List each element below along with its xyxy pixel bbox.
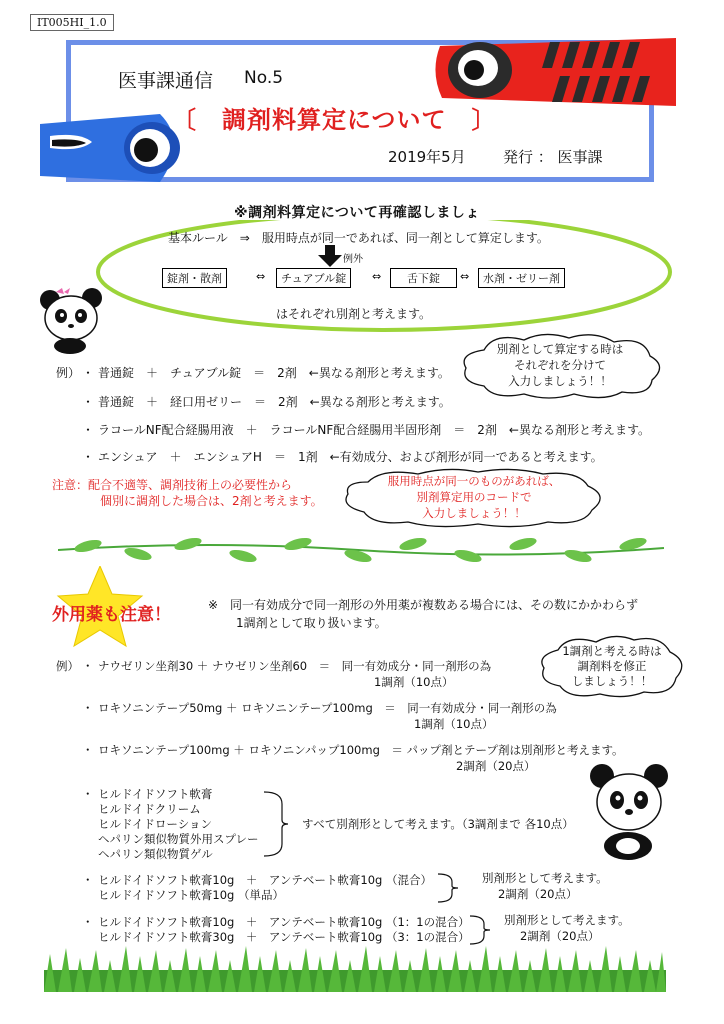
bullet: ・ (82, 659, 94, 673)
form-box-tablet: 錠剤・散剤 (162, 268, 227, 288)
result-note: 別剤形として考えます。 (482, 871, 608, 885)
example-row: エンシュア ＋ エンシュアH ＝ 1剤 ←有効成分、および剤形が同一であると考えます。 (98, 450, 603, 464)
cloud-line: 入力しましょう！！ (508, 374, 612, 388)
external-example-line: ロキソニンテープ50mg ＋ ロキソニンテープ100mg ＝ 同一有効成分・同一剤形の為 (98, 701, 557, 715)
caution-line: 個別に調剤した場合は、2剤と考えます。 (100, 494, 323, 508)
cloud-line: 別剤算定用のコードで (416, 490, 532, 504)
bullet: ・ (82, 787, 94, 801)
document-id: IT005HI_1.0 (30, 14, 114, 31)
list-note: すべて別剤形として考えます。（3調剤まで 各10点） (302, 817, 574, 831)
example-prefix: 例） (56, 659, 79, 673)
bullet: ・ (82, 873, 94, 887)
bullet: ・ (82, 915, 94, 929)
example-prefix: 例） (56, 366, 81, 380)
caution-line: 注意：配合不適等、調剤技術上の必要性から (52, 478, 293, 492)
bullet: ・ (82, 701, 94, 715)
bullet: ・ (82, 366, 95, 380)
external-example-result: 2調剤（20点） (456, 759, 536, 773)
down-arrow-icon (318, 245, 342, 267)
bracket (470, 914, 494, 946)
panda-illustration-icon (588, 762, 672, 860)
bullet: ・ (82, 395, 95, 409)
newsletter-number: No.5 (244, 68, 284, 88)
panda-illustration-icon (36, 286, 108, 356)
equivalence-arrow: ⇔ (460, 270, 470, 283)
list-item: ヒルドイドクリーム (98, 802, 201, 816)
mixture-line: ヒルドイドソフト軟膏10g ＋ アンテベート軟膏10g （1：1の混合） (98, 915, 470, 929)
cloud-line: 入力しましょう！！ (422, 506, 526, 520)
external-note-line: ※ 同一有効成分で同一剤形の外用薬が複数ある場合には、その数にかかわらず (208, 598, 639, 612)
example-row: 普通錠 ＋ 経口用ゼリー ＝ 2剤 ←異なる剤形と考えます。 (98, 395, 451, 409)
external-example-line: ロキソニンテープ100mg ＋ ロキソニンパップ100mg ＝ パップ剤とテープ剤は別剤形と考えます。 (98, 743, 624, 757)
newsletter-title: 医事課通信 (118, 70, 214, 92)
bullet: ・ (82, 423, 95, 437)
bullet: ・ (82, 743, 94, 757)
example-row: 普通錠 ＋ チュアブル錠 ＝ 2剤 ←異なる剤形と考えます。 (98, 366, 450, 380)
cloud-line: 調剤料を修正 (577, 659, 647, 673)
mixture-line: ヒルドイドソフト軟膏30g ＋ アンテベート軟膏10g （3：1の混合） (98, 930, 470, 944)
cloud-line: 別剤として算定する時は (496, 342, 624, 356)
equivalence-arrow: ⇔ (372, 270, 382, 283)
issue-date: 2019年5月 (388, 148, 466, 166)
result-note: 別剤形として考えます。 (504, 913, 630, 927)
cloud-line: しましょう！！ (571, 674, 653, 688)
recheck-title: ※調剤料算定について再確認しましょ (234, 205, 480, 221)
external-example-result: 1調剤（10点） (374, 675, 454, 689)
blue-koinobori-icon (40, 112, 190, 186)
list-item: ヒルドイドローション (98, 817, 212, 831)
grass-footer (44, 944, 666, 992)
vine-divider (58, 532, 664, 566)
form-box-chewable: チュアブル錠 (276, 268, 351, 288)
external-example-result: 1調剤（10点） (414, 717, 494, 731)
external-note-line: 1調剤として取り扱います。 (236, 616, 387, 630)
result-points: 2調剤（20点） (498, 887, 578, 901)
result-points: 2調剤（20点） (520, 929, 600, 943)
separate-note: はそれぞれ別剤と考えます。 (276, 307, 432, 321)
basic-rule: 基本ルール ⇒ 服用時点が同一であれば、同一剤として算定します。 (168, 231, 549, 245)
equivalence-arrow: ⇔ (256, 270, 266, 283)
external-example-line: ナウゼリン坐剤30 ＋ ナウゼリン坐剤60 ＝ 同一有効成分・同一剤形の為 (98, 659, 492, 673)
exception-label: 例外 (343, 254, 363, 265)
list-item: ヘパリン類似物質ゲル (98, 847, 213, 861)
mixture-line: ヒルドイドソフト軟膏10g ＋ アンテベート軟膏10g （混合） (98, 873, 432, 887)
list-item: ヘパリン類似物質外用スプレー (98, 832, 259, 846)
bullet: ・ (82, 450, 95, 464)
mixture-line: ヒルドイドソフト軟膏10g （単品） (98, 888, 285, 902)
form-box-liquid-jelly: 水剤・ゼリー剤 (478, 268, 565, 288)
example-row: ラコールNF配合経腸用液 ＋ ラコールNF配合経腸用半固形剤 ＝ 2剤 ←異なる剤形と考えます。 (98, 423, 651, 437)
list-item: ヒルドイドソフト軟膏 (98, 787, 213, 801)
bracket (438, 872, 462, 904)
external-badge-text: 外用薬も注意！ (52, 605, 171, 625)
publisher: 発行 ： 医事課 (503, 148, 603, 166)
headline: 〔 調剤料算定について 〕 (172, 106, 497, 134)
cloud-line: 1調剤と考える時は (562, 644, 662, 658)
bracket (264, 790, 290, 858)
cloud-line: それぞれを分けて (514, 358, 606, 372)
cloud-line: 服用時点が同一のものがあれば、 (387, 474, 561, 488)
form-box-sublingual: 舌下錠 (390, 268, 457, 288)
